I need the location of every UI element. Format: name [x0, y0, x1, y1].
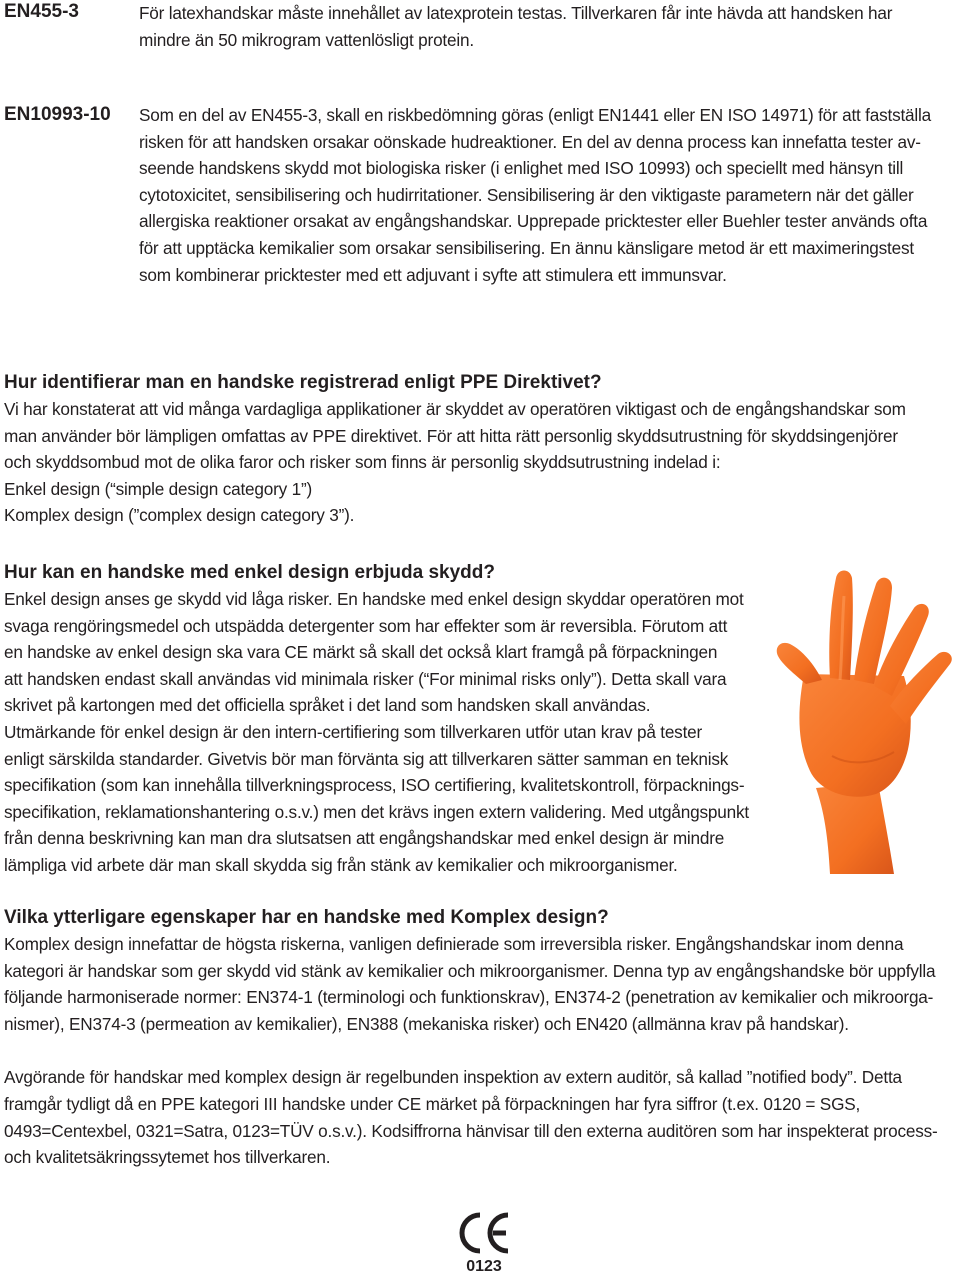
- text-line: seende handskens skydd mot biologiska risker (i enlighet med ISO 10993) och speciellt med hänsyn till: [139, 158, 904, 179]
- text-line: skrivet på kartongen med det officiella språket i det land som handsken skall användas.: [4, 695, 651, 716]
- standard-text-en455-3: [139, 0, 954, 53]
- text-line: specifikation, reklamationshantering o.s.v.) men det krävs ingen extern validering. Med utgångspunkt: [4, 801, 749, 822]
- ce-mark-icon: [456, 1211, 512, 1255]
- text-line: nismer), EN374-3 (permeation av kemikalier), EN388 (mekaniska risker) och EN420 (allmänna krav på handskar).: [4, 1013, 849, 1034]
- text-line: allergiska reaktioner orsakat av engångshandskar. Upprepade pricktester eller Buehler tester används ofta: [139, 211, 928, 232]
- text-line: för att upptäcka kemikalier som orsakar sensibilisering. En ännu känsligare metod är ett maximeringstest: [139, 237, 914, 258]
- text-line: att handsken endast skall användas vid minimala risker (“For minimal risks only”). Detta skall vara: [4, 668, 727, 689]
- text-line: Avgörande för handskar med komplex design är regelbunden inspektion av extern auditör, så kallad ”notified body”. Detta: [4, 1067, 902, 1088]
- standard-code-en455-3: EN455-3: [4, 1, 79, 22]
- text-line: specifikation (som kan innehålla tillverkningsprocess, ISO certifiering, kvalitetskontroll, förpacknings-: [4, 775, 745, 796]
- text-line: framgår tydligt då en PPE kategori III handske under CE märket på förpackningen har fyra siffror (t.ex. 0120 = SGS,: [4, 1093, 861, 1114]
- text-line: som kombinerar pricktester med ett adjuvant i syfte att stimulera ett immunsvar.: [139, 264, 727, 285]
- text-line: och kvalitetsäkringssytemet hos tillverkaren.: [4, 1147, 331, 1168]
- section-heading: Vilka ytterligare egenskaper har en handske med Komplex design?: [4, 907, 609, 928]
- text-line: kategori är handskar som ger skydd vid stänk av kemikalier och mikroorganismer. Denna typ av engångshandske bör uppfylla: [4, 960, 936, 981]
- standard-text-en10993-10: [139, 102, 954, 288]
- paragraph: [4, 931, 956, 1037]
- section-heading: Hur kan en handske med enkel design erbjuda skydd?: [4, 562, 495, 583]
- text-line: 0493=Centexbel, 0321=Satra, 0123=TÜV o.s.v.). Kodsiffrorna hänvisar till den externa auditören som har inspekterat process-: [4, 1120, 938, 1141]
- ce-notified-body-code: 0123: [466, 1258, 502, 1275]
- text-line: Enkel design (“simple design category 1”): [4, 478, 313, 499]
- text-line: risken för att handsken orsakar oönskade hudreaktioner. En del av denna process kan innefatta tester av-: [139, 131, 921, 152]
- text-line: man använder bör lämpligen omfattas av PPE direktivet. För att hitta rätt personlig skyddsutrustning för skyddsingenjörer: [4, 425, 898, 446]
- section-heading: Hur identifierar man en handske registrerad enligt PPE Direktivet?: [4, 372, 602, 393]
- paragraph: [4, 1064, 956, 1170]
- text-line: Komplex design innefattar de högsta riskerna, vanligen definierade som irreversibla risker. Engångshandskar inom denna: [4, 934, 904, 954]
- orange-glove-image: [770, 556, 960, 876]
- text-line: mindre än 50 mikrogram vattenlösligt protein.: [139, 29, 474, 50]
- standard-code-en10993-10: EN10993-10: [4, 104, 111, 125]
- text-line: För latexhandskar måste innehållet av latexprotein testas. Tillverkaren får inte hävda att handsken har: [139, 3, 893, 23]
- section-ppe-identification: [4, 370, 956, 529]
- text-line: Vi har konstaterat att vid många vardagliga applikationer är skyddet av operatören viktigast och de engångshandskar som: [4, 399, 906, 419]
- text-line: följande harmoniserade normer: EN374-1 (terminologi och funktionskrav), EN374-2 (penetration av kemikalier och mikroorga-: [4, 987, 934, 1008]
- text-line: lämpliga vid arbete där man skall skydda sig från stänk av kemikalier och mikroorganismer.: [4, 854, 678, 875]
- text-line: Komplex design (”complex design category 3”).: [4, 505, 355, 526]
- text-line: Som en del av EN455-3, skall en riskbedömning göras (enligt EN1441 eller EN ISO 14971) för att fastställa: [139, 105, 932, 125]
- text-line: Utmärkande för enkel design är den intern-certifiering som tillverkaren utför utan krav på tester: [4, 721, 703, 742]
- paragraph: [4, 396, 956, 529]
- text-line: svaga rengöringsmedel och utspädda detergenter som har effekter som är reversibla. Förutom att: [4, 615, 728, 636]
- text-line: Enkel design anses ge skydd vid låga risker. En handske med enkel design skyddar operatören mot: [4, 589, 744, 609]
- text-line: enligt särskilda standarder. Givetvis bör man förvänta sig att tillverkaren sätter samman en teknisk: [4, 748, 729, 769]
- text-line: cytotoxicitet, sensibilisering och hudirritationer. Sensibilisering är den viktigaste parametern när det gäller: [139, 184, 914, 205]
- text-line: och skyddsombud mot de olika faror och risker som finns är personlig skyddsutrustning indelad i:: [4, 452, 721, 473]
- text-line: en handske av enkel design ska vara CE märkt så skall det också klart framgå på förpackningen: [4, 642, 718, 663]
- section-complex-design: [4, 905, 956, 1171]
- text-line: från denna beskrivning kan man dra slutsatsen att engångshandskar med enkel design är mindre: [4, 828, 725, 849]
